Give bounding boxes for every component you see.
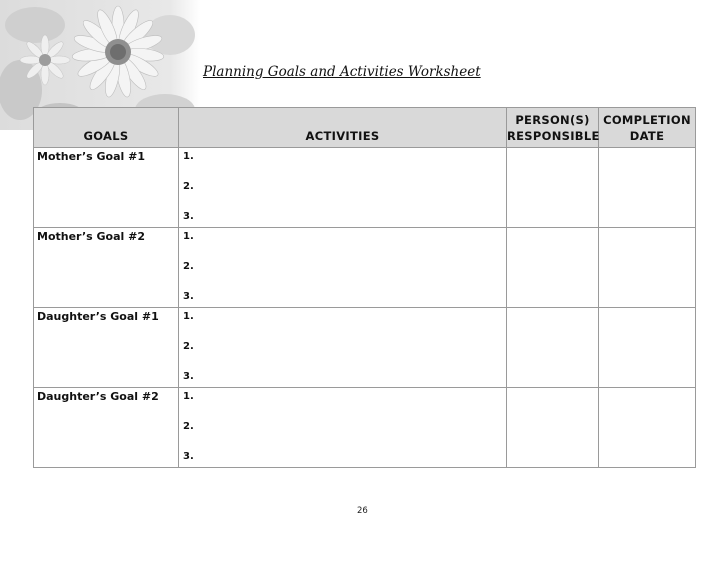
completion-date-cell[interactable]: [599, 148, 696, 228]
activities-cell[interactable]: [179, 228, 507, 308]
persons-responsible-cell[interactable]: [507, 308, 599, 388]
persons-responsible-column-header: PERSON(S) RESPONSIBLE: [507, 108, 599, 148]
goals-activities-table: [33, 107, 696, 468]
goal-label: Daughter’s Goal #2: [34, 388, 179, 468]
activity-number: 1.: [183, 231, 194, 242]
activity-number: 2.: [183, 421, 194, 432]
activity-number: 2.: [183, 341, 194, 352]
goal-label: Daughter’s Goal #1: [34, 308, 179, 388]
activity-number: 2.: [183, 181, 194, 192]
table-header-row: [34, 108, 696, 148]
persons-responsible-cell[interactable]: [507, 228, 599, 308]
activity-number: 3.: [183, 291, 194, 302]
activity-number: 1.: [183, 391, 194, 402]
goal-label: Mother’s Goal #1: [34, 148, 179, 228]
activity-number: 3.: [183, 371, 194, 382]
completion-date-cell[interactable]: [599, 388, 696, 468]
completion-date-cell[interactable]: [599, 228, 696, 308]
activities-cell[interactable]: [179, 308, 507, 388]
completion-date-cell[interactable]: [599, 308, 696, 388]
goal-label: Mother’s Goal #2: [34, 228, 179, 308]
completion-date-column-header: COMPLETION DATE: [599, 108, 696, 148]
activities-column-header: ACTIVITIES: [179, 108, 507, 148]
activity-number: 2.: [183, 261, 194, 272]
activities-cell[interactable]: [179, 388, 507, 468]
activities-cell[interactable]: [179, 148, 507, 228]
table-row: [34, 388, 696, 468]
activity-number: 3.: [183, 451, 194, 462]
table-row: [34, 308, 696, 388]
worksheet-title: Planning Goals and Activities Worksheet: [203, 64, 481, 80]
activity-number: 3.: [183, 211, 194, 222]
page-number: 26: [357, 506, 368, 516]
table-row: [34, 228, 696, 308]
table-row: [34, 148, 696, 228]
persons-responsible-cell[interactable]: [507, 148, 599, 228]
persons-responsible-cell[interactable]: [507, 388, 599, 468]
activity-number: 1.: [183, 311, 194, 322]
activity-number: 1.: [183, 151, 194, 162]
goals-column-header: GOALS: [34, 108, 179, 148]
